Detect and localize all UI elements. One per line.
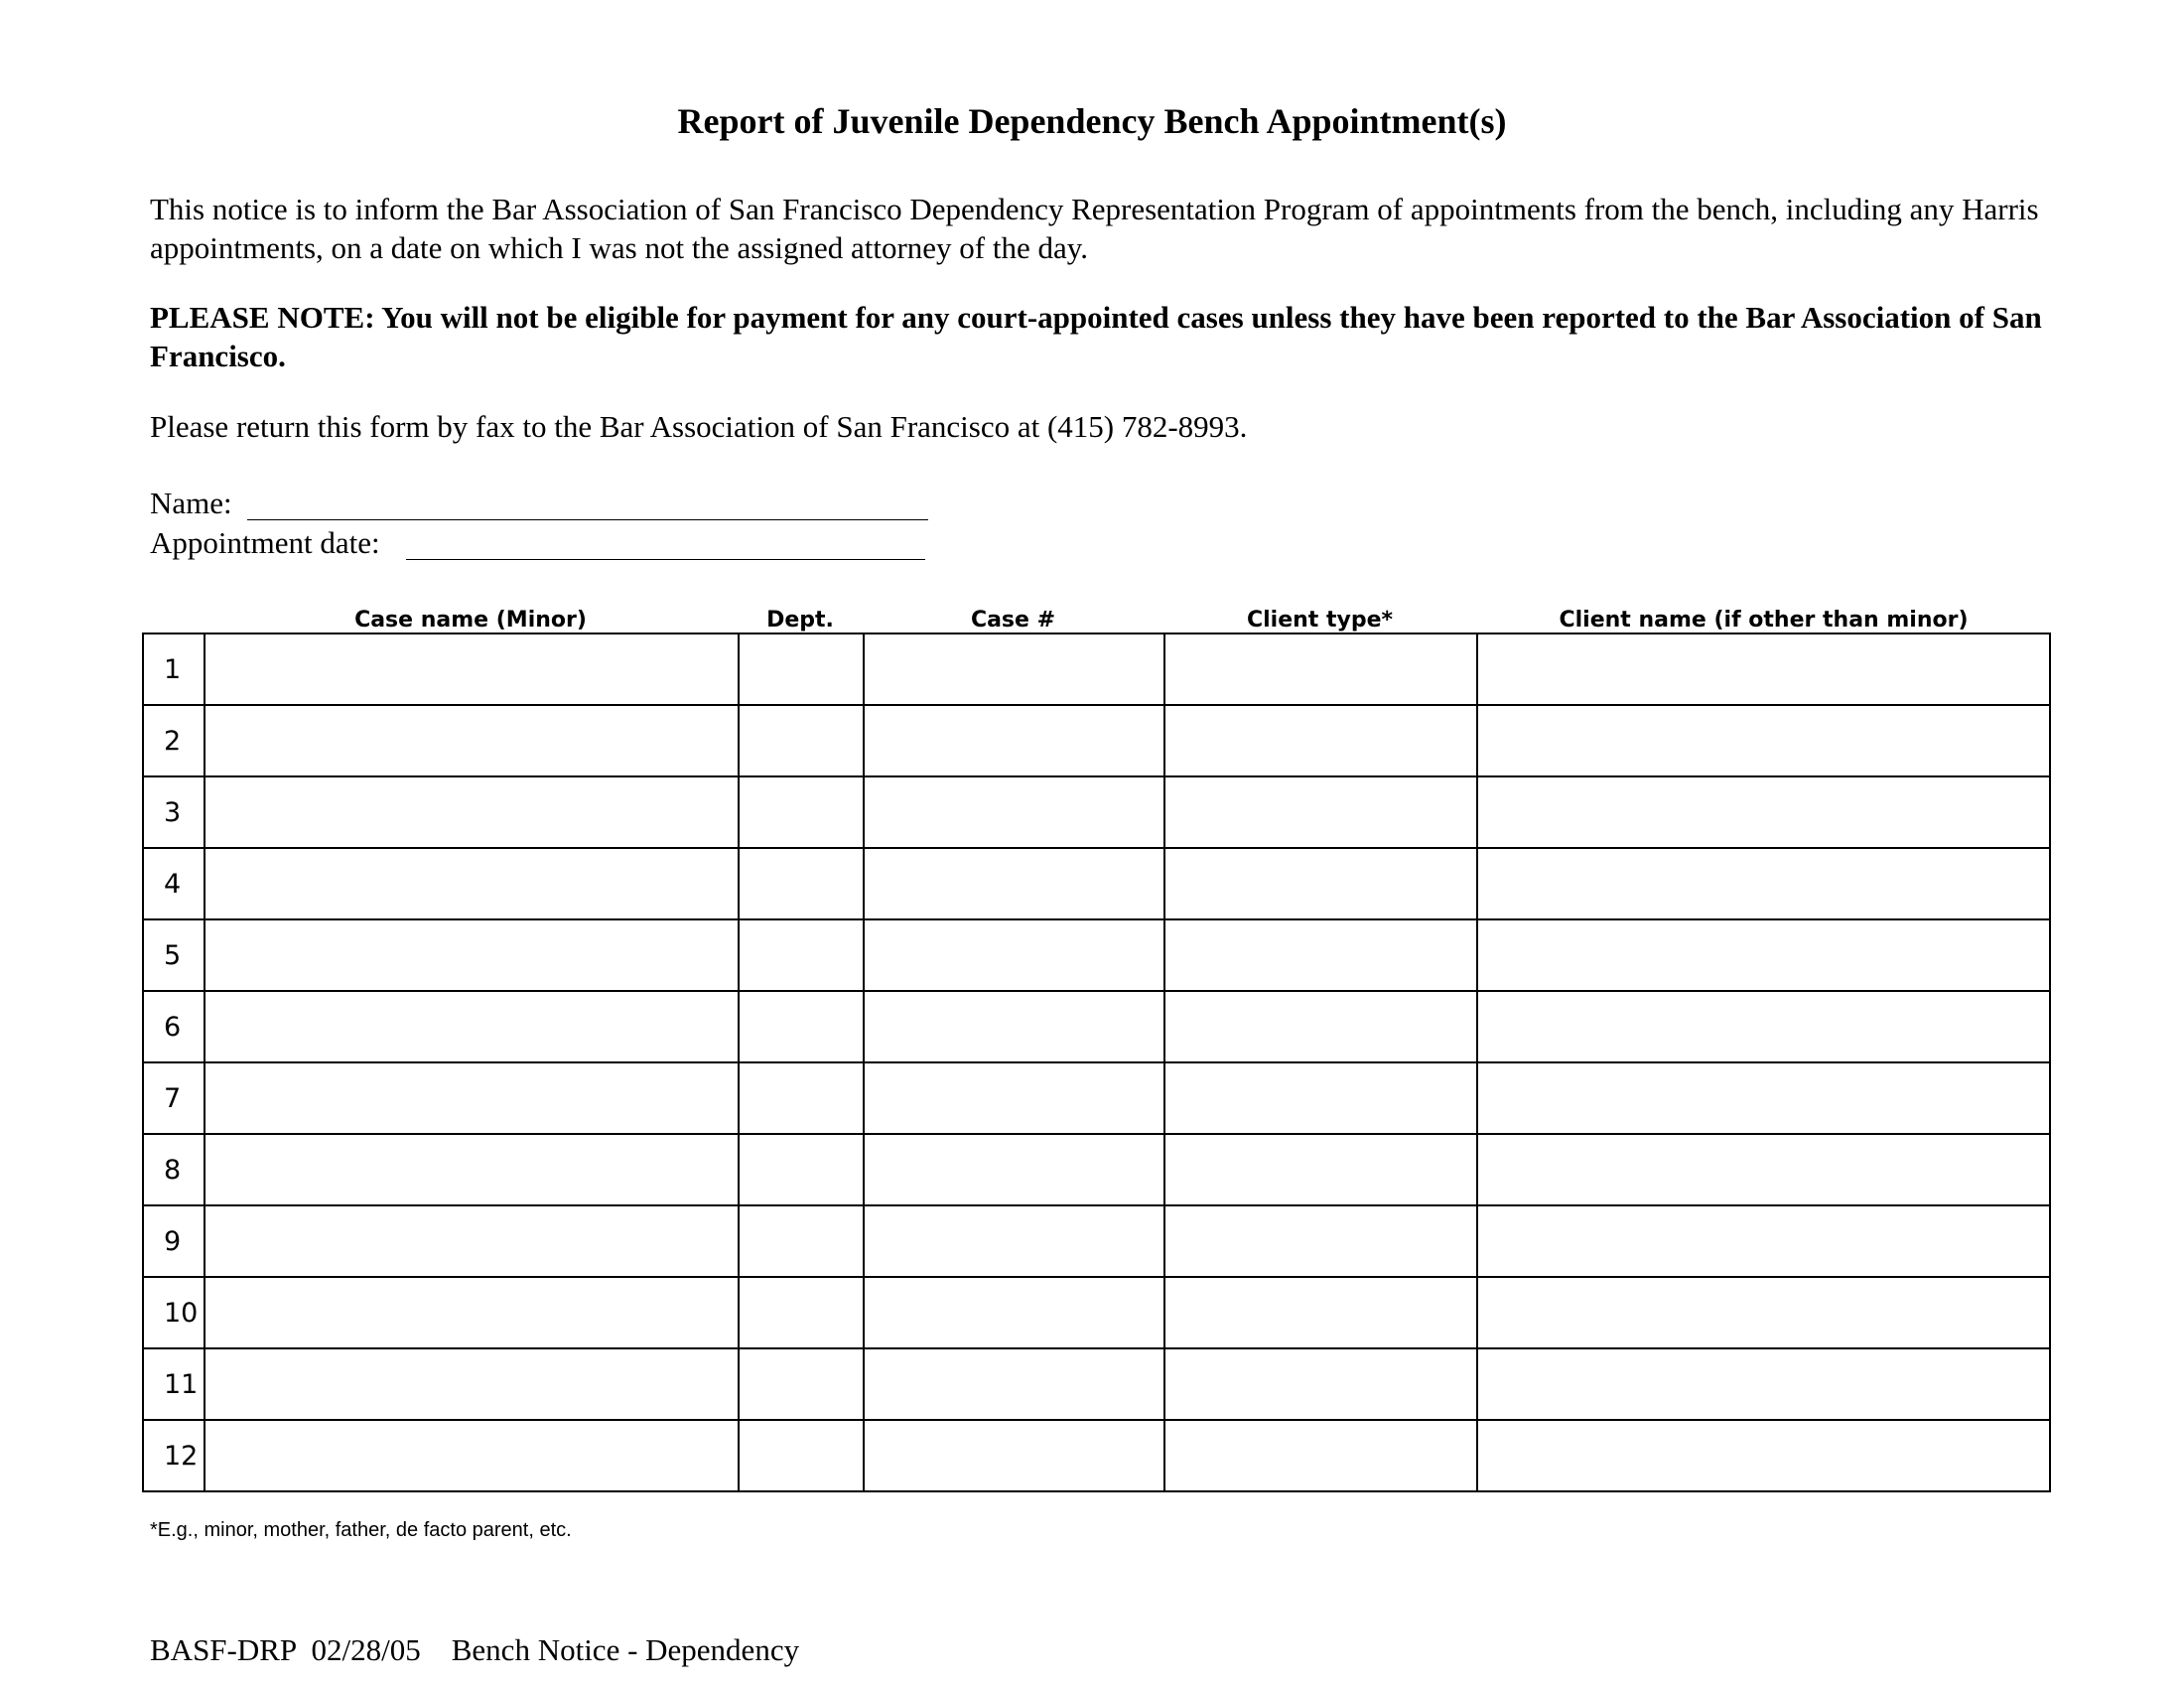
dept-cell[interactable] — [739, 991, 864, 1062]
row-number: 10 — [143, 1277, 205, 1348]
client-name-cell[interactable] — [1477, 1134, 2050, 1205]
intro-paragraph: This notice is to inform the Bar Association of San Francisco Dependency Representation Program of appointments from the bench, including any Harris appointments, on a date on which I was not the assigned attorney of the day. — [150, 192, 2039, 265]
client-name-cell[interactable] — [1477, 705, 2050, 776]
dept-cell[interactable] — [739, 1348, 864, 1420]
column-header-dept: Dept. — [766, 608, 834, 633]
dept-cell[interactable] — [739, 1134, 864, 1205]
case-number-cell[interactable] — [864, 848, 1164, 919]
case-name-cell[interactable] — [205, 1348, 739, 1420]
row-number: 11 — [143, 1348, 205, 1420]
table-row — [143, 848, 2050, 919]
client-name-cell[interactable] — [1477, 848, 2050, 919]
case-name-cell[interactable] — [205, 1277, 739, 1348]
case-number-cell[interactable] — [864, 776, 1164, 848]
row-number: 1 — [143, 633, 205, 705]
client-name-cell[interactable] — [1477, 1062, 2050, 1134]
case-name-cell[interactable] — [205, 633, 739, 705]
client-type-footnote: *E.g., minor, mother, father, de facto parent, etc. — [150, 1519, 572, 1541]
client-type-cell[interactable] — [1164, 1134, 1477, 1205]
case-number-cell[interactable] — [864, 705, 1164, 776]
column-header-client-type: Client type* — [1246, 608, 1394, 633]
row-number: 6 — [143, 991, 205, 1062]
dept-cell[interactable] — [739, 1205, 864, 1277]
appointments-table — [142, 633, 2051, 1492]
column-header-client-name: Client name (if other than minor) — [1559, 608, 1969, 633]
client-type-cell[interactable] — [1164, 1277, 1477, 1348]
table-row — [143, 705, 2050, 776]
client-type-cell[interactable] — [1164, 848, 1477, 919]
row-number: 12 — [143, 1420, 205, 1491]
client-type-cell[interactable] — [1164, 1062, 1477, 1134]
dept-cell[interactable] — [739, 919, 864, 991]
dept-cell[interactable] — [739, 1062, 864, 1134]
client-type-cell[interactable] — [1164, 1348, 1477, 1420]
case-name-cell[interactable] — [205, 919, 739, 991]
client-type-cell[interactable] — [1164, 919, 1477, 991]
client-name-cell[interactable] — [1477, 776, 2050, 848]
case-name-cell[interactable] — [205, 848, 739, 919]
case-number-cell[interactable] — [864, 1134, 1164, 1205]
table-row — [143, 776, 2050, 848]
row-number: 9 — [143, 1205, 205, 1277]
case-number-cell[interactable] — [864, 919, 1164, 991]
client-name-cell[interactable] — [1477, 1277, 2050, 1348]
dept-cell[interactable] — [739, 776, 864, 848]
form-footer: BASF-DRP 02/28/05 Bench Notice - Dependency — [150, 1632, 800, 1667]
client-type-cell[interactable] — [1164, 1420, 1477, 1491]
row-number: 8 — [143, 1134, 205, 1205]
case-name-cell[interactable] — [205, 991, 739, 1062]
case-name-cell[interactable] — [205, 1205, 739, 1277]
dept-cell[interactable] — [739, 1420, 864, 1491]
client-name-cell[interactable] — [1477, 1205, 2050, 1277]
case-name-cell[interactable] — [205, 1062, 739, 1134]
row-number: 2 — [143, 705, 205, 776]
form-title: Report of Juvenile Dependency Bench Appointment(s) — [677, 101, 1507, 141]
case-name-cell[interactable] — [205, 705, 739, 776]
name-label: Name: — [150, 486, 232, 520]
client-type-cell[interactable] — [1164, 1205, 1477, 1277]
table-row — [143, 1420, 2050, 1491]
return-instructions: Please return this form by fax to the Bar Association of San Francisco at (415) 782-8993. — [150, 409, 1248, 444]
appointment-date-field[interactable] — [406, 559, 925, 560]
case-name-cell[interactable] — [205, 1134, 739, 1205]
client-type-cell[interactable] — [1164, 705, 1477, 776]
row-number: 4 — [143, 848, 205, 919]
dept-cell[interactable] — [739, 1277, 864, 1348]
dept-cell[interactable] — [739, 633, 864, 705]
row-number: 7 — [143, 1062, 205, 1134]
row-number: 5 — [143, 919, 205, 991]
case-number-cell[interactable] — [864, 991, 1164, 1062]
table-row — [143, 1348, 2050, 1420]
case-name-cell[interactable] — [205, 776, 739, 848]
table-row — [143, 919, 2050, 991]
row-number: 3 — [143, 776, 205, 848]
appointment-date-label: Appointment date: — [150, 525, 380, 560]
client-type-cell[interactable] — [1164, 776, 1477, 848]
client-type-cell[interactable] — [1164, 633, 1477, 705]
table-row — [143, 633, 2050, 705]
client-type-cell[interactable] — [1164, 991, 1477, 1062]
client-name-cell[interactable] — [1477, 1348, 2050, 1420]
client-name-cell[interactable] — [1477, 919, 2050, 991]
table-row — [143, 1134, 2050, 1205]
case-number-cell[interactable] — [864, 633, 1164, 705]
client-name-cell[interactable] — [1477, 633, 2050, 705]
client-name-cell[interactable] — [1477, 991, 2050, 1062]
case-number-cell[interactable] — [864, 1277, 1164, 1348]
dept-cell[interactable] — [739, 705, 864, 776]
table-row — [143, 1277, 2050, 1348]
case-number-cell[interactable] — [864, 1062, 1164, 1134]
case-number-cell[interactable] — [864, 1348, 1164, 1420]
dept-cell[interactable] — [739, 848, 864, 919]
case-number-cell[interactable] — [864, 1420, 1164, 1491]
name-field[interactable] — [247, 519, 928, 520]
client-name-cell[interactable] — [1477, 1420, 2050, 1491]
case-name-cell[interactable] — [205, 1420, 739, 1491]
table-row — [143, 1062, 2050, 1134]
table-row — [143, 1205, 2050, 1277]
payment-note: PLEASE NOTE: You will not be eligible for payment for any court-appointed cases unless they have been reported to the Bar Association of San Francisco. — [150, 300, 2042, 373]
case-number-cell[interactable] — [864, 1205, 1164, 1277]
column-header-case-name: Case name (Minor) — [354, 608, 587, 633]
column-header-case-number: Case # — [970, 608, 1056, 633]
table-row — [143, 991, 2050, 1062]
